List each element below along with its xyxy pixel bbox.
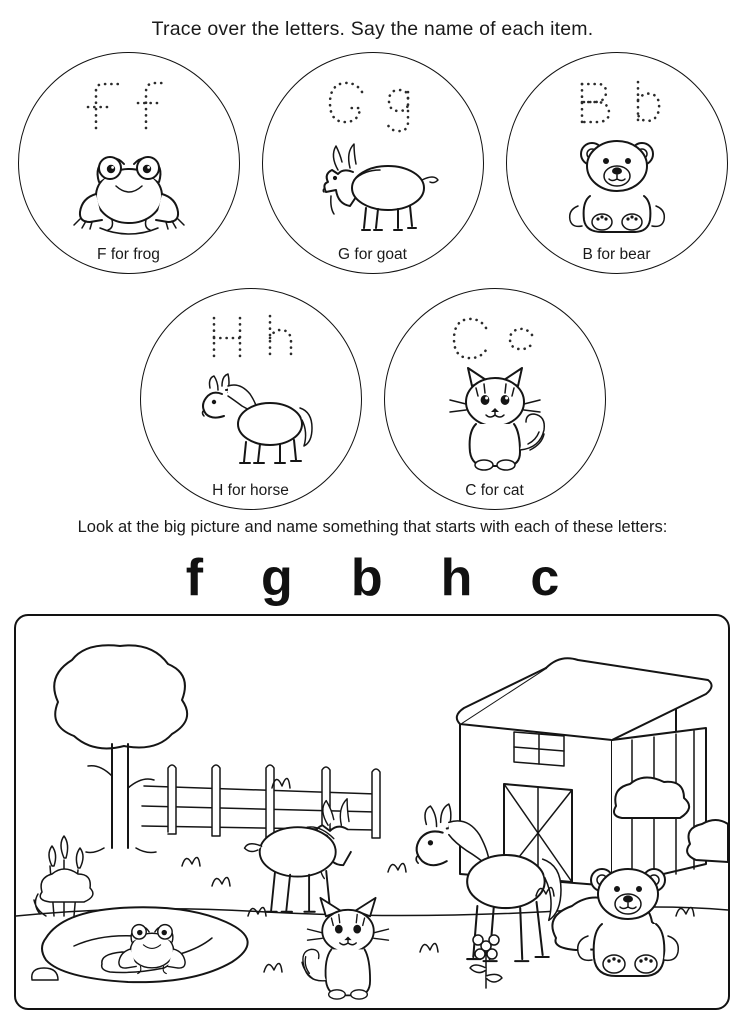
trace-card-g[interactable] [262,52,484,274]
goat [245,799,351,912]
trace-caption: H for horse [212,482,289,499]
instruction-top: Trace over the letters. Say the name of each item. [151,18,594,40]
tree [54,645,187,852]
small-bush [40,869,93,902]
cat [302,898,388,999]
trace-caption: C for cat [465,482,524,499]
trace-caption: B for bear [582,246,651,263]
trace-card-b[interactable] [506,52,728,274]
barn [457,658,712,886]
goat-icon [293,118,453,238]
trace-row-2 [0,288,745,510]
cat-icon [420,360,570,480]
farm-scene-art [16,616,728,1008]
big-letter-g: g [261,549,293,607]
trace-card-f[interactable] [18,52,240,274]
bear-icon [542,124,692,244]
horse-icon [171,350,331,470]
big-letter-b: b [350,549,383,607]
farm-scene [14,614,730,1010]
trace-row-1 [0,52,745,274]
instruction-mid: Look at the big picture and name something that starts with each of these letters: [77,518,668,536]
trace-caption: F for frog [97,246,160,263]
frog-icon [54,124,204,244]
big-letter-c: c [530,549,560,607]
big-letter-f: f [185,549,204,607]
big-letters-row [0,548,745,608]
trace-card-h[interactable] [140,288,362,510]
big-letter-h: h [440,549,473,607]
trace-caption: G for goat [338,246,407,263]
trace-card-c[interactable] [384,288,606,510]
